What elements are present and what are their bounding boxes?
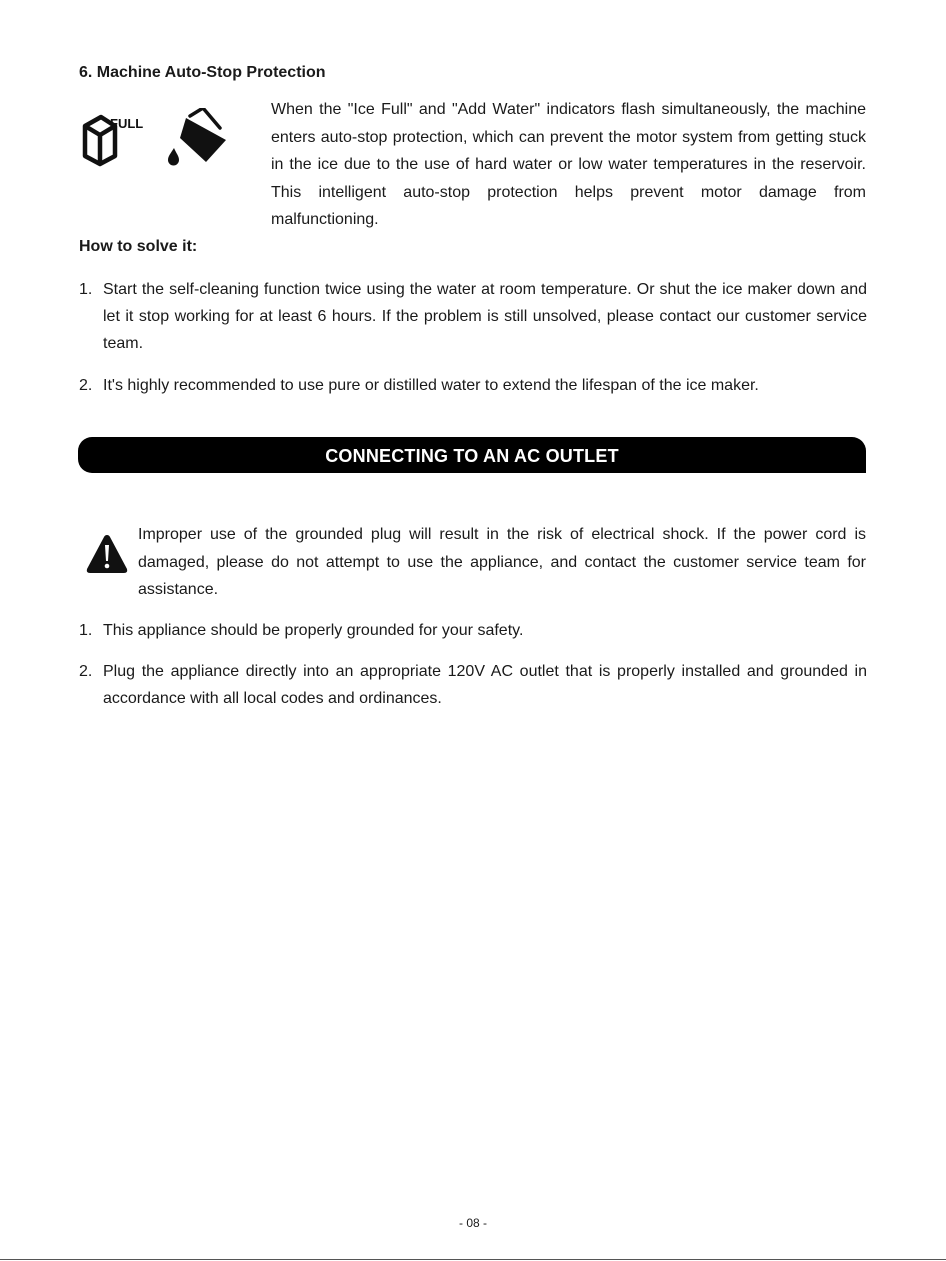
solution-list — [79, 276, 867, 399]
section-title: 6. Machine Auto-Stop Protection — [79, 64, 326, 81]
full-label: FULL — [110, 116, 144, 131]
list-item — [79, 276, 867, 357]
list-item — [79, 617, 867, 644]
indicator-icons — [82, 108, 242, 172]
list-text: Start the self-cleaning function twice using the water at room temperature. Or shut the ice maker down and let it stop working for at least 6 hours. If the problem is still unsolved, please contact our customer service team. — [103, 281, 867, 352]
list-number: 1. — [79, 281, 93, 298]
list-text: This appliance should be properly grounded for your safety. — [103, 622, 524, 639]
list-number: 2. — [79, 663, 93, 680]
list-item — [79, 658, 867, 712]
auto-stop-description: When the "Ice Full" and "Add Water" indicators flash simultaneously, the machine enters auto-stop protection, which can prevent the motor system from getting stuck in the ice due to the use of hard water or low water temperatures in the reservoir. This intelligent auto-stop protection helps prevent motor damage from malfunctioning. — [271, 101, 866, 228]
list-item — [79, 372, 867, 399]
warning-text: Improper use of the grounded plug will result in the risk of electrical shock. If the power cord is damaged, please do not attempt to use the appliance, and contact the customer service team for assistance. — [138, 526, 866, 598]
how-to-solve-heading: How to solve it: — [79, 238, 198, 255]
list-text: It's highly recommended to use pure or distilled water to extend the lifespan of the ice maker. — [103, 377, 759, 394]
footer-divider — [0, 1259, 946, 1260]
page-number: - 08 - — [458, 1216, 487, 1230]
section-banner — [78, 437, 866, 473]
ice-bin-full-icon — [82, 108, 152, 170]
list-number: 2. — [79, 377, 93, 394]
list-number: 1. — [79, 622, 93, 639]
outlet-instructions-list — [79, 617, 867, 712]
list-text: Plug the appliance directly into an appropriate 120V AC outlet that is properly installed and grounded in accordance with all local codes and ordinances. — [103, 663, 867, 707]
water-jug-pour-icon — [166, 108, 242, 172]
banner-title: CONNECTING TO AN AC OUTLET — [325, 446, 619, 466]
warning-triangle-icon — [85, 533, 129, 575]
